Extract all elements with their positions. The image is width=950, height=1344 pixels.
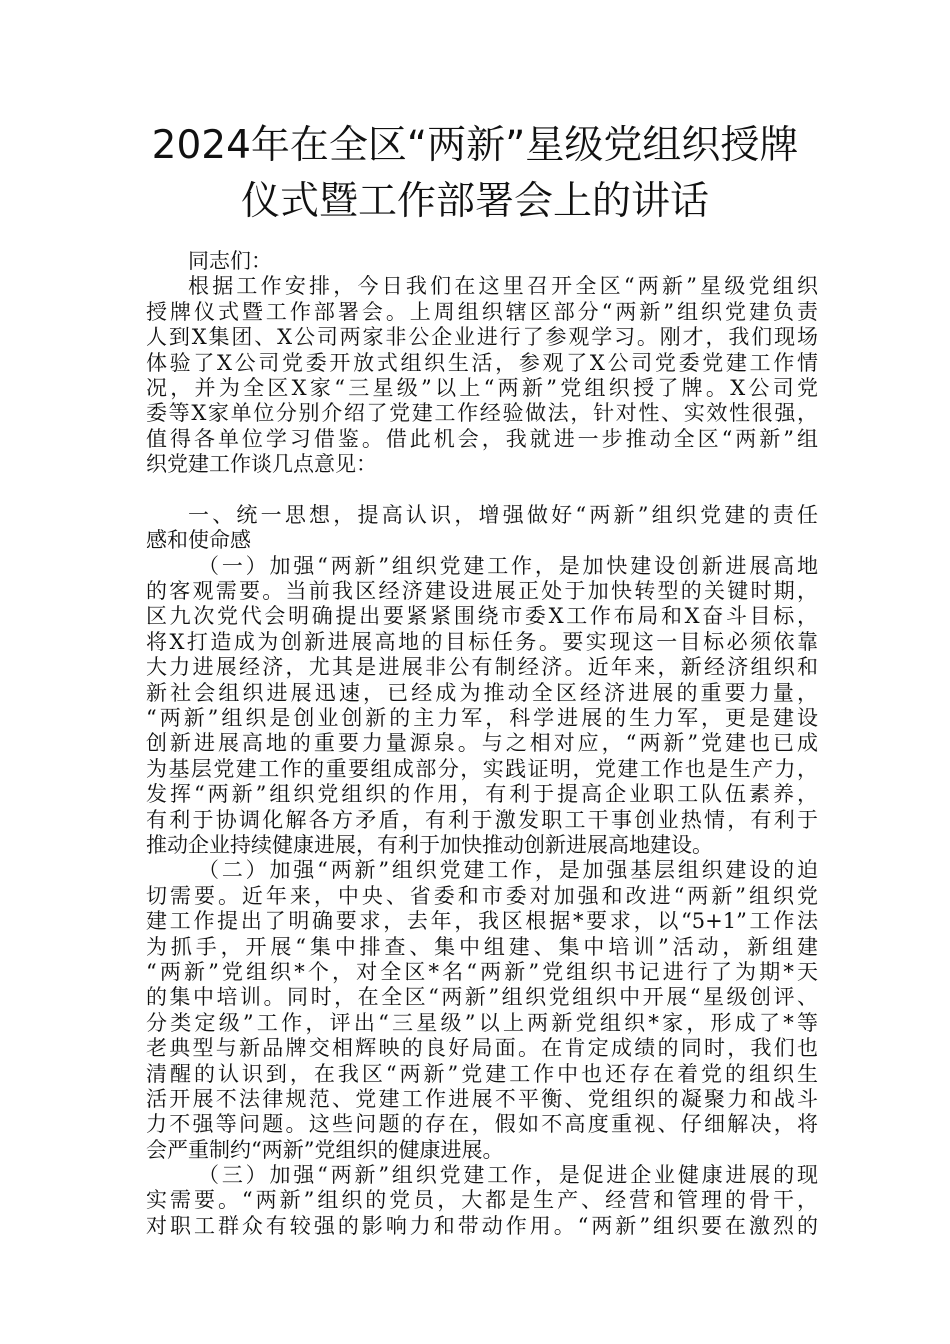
- text-line: 切需要。近年来，中央、省委和市委对加强和改进“两新”组织党: [146, 883, 818, 908]
- document-body: [146, 249, 818, 1239]
- text-line: 建工作提出了明确要求，去年，我区根据*要求，以“5+1”工作法: [146, 909, 818, 934]
- text-line: 一、统一思想，提高认识，增强做好“两新”组织党建的责任: [188, 502, 818, 527]
- text-line: 体验了X公司党委开放式组织生活，参观了X公司党委党建工作情: [146, 350, 818, 375]
- text-line: 实需要。“两新”组织的党员，大都是生产、经营和管理的骨干，: [146, 1188, 818, 1213]
- text-line: 根据工作安排，今日我们在这里召开全区“两新”星级党组织: [188, 274, 818, 299]
- paragraph: [146, 554, 818, 859]
- text-line: （三）加强“两新”组织党建工作，是促进企业健康进展的现: [198, 1163, 818, 1188]
- text-line: 有利于协调化解各方矛盾，有利于激发职工干事创业热情，有利于: [146, 807, 818, 832]
- text-line: 的客观需要。当前我区经济建设进展正处于加快转型的关键时期，: [146, 579, 818, 604]
- text-line: 况，并为全区X家“三星级”以上“两新”党组织授了牌。X公司党: [146, 375, 818, 400]
- text-line: 为基层党建工作的重要组成部分，实践证明，党建工作也是生产力，: [146, 756, 818, 781]
- text-line: “两新”组织是创业创新的主力军，科学进展的生力军，更是建设: [146, 706, 818, 731]
- document-title: [120, 118, 830, 230]
- text-line: 创新进展高地的重要力量源泉。与之相对应，“两新”党建也已成: [146, 731, 818, 756]
- text-line: 授牌仪式暨工作部署会。上周组织辖区部分“两新”组织党建负责: [146, 299, 818, 324]
- text-line: 委等X家单位分别介绍了党建工作经验做法，针对性、实效性很强，: [146, 401, 818, 426]
- text-line: 老典型与新品牌交相辉映的良好局面。在肯定成绩的同时，我们也: [146, 1036, 818, 1061]
- text-line: 区九次党代会明确提出要紧紧围绕市委X工作布局和X奋斗目标，: [146, 604, 818, 629]
- text-line: 力不强等问题。这些问题的存在，假如不高度重视、仔细解决，将: [146, 1112, 818, 1137]
- text-line: 值得各单位学习借鉴。借此机会，我就进一步推动全区“两新”组: [146, 426, 818, 451]
- text-line: 新社会组织进展迅速，已经成为推动全区经济进展的重要力量，: [146, 680, 818, 705]
- text-line: 人到X集团、X公司两家非公企业进行了参观学习。刚才，我们现场: [146, 325, 818, 350]
- paragraph: [146, 274, 818, 477]
- section-heading: [146, 503, 818, 554]
- text-line: 织党建工作谈几点意见：: [146, 452, 377, 477]
- text-line: 为抓手，开展“集中排查、集中组建、集中培训”活动，新组建: [146, 934, 818, 959]
- text-line: 会严重制约“两新”党组织的健康进展。: [146, 1137, 504, 1162]
- text-line: （一）加强“两新”组织党建工作，是加快建设创新进展高地: [198, 553, 818, 578]
- paragraph: [146, 858, 818, 1163]
- text-line: 的集中培训。同时，在全区“两新”组织党组织中开展“星级创评、: [146, 985, 818, 1010]
- spacer: [146, 478, 818, 503]
- salutation: 同志们：: [188, 249, 272, 273]
- text-line: 活开展不法律规范、党建工作进展不平衡、党组织的凝聚力和战斗: [146, 1086, 818, 1111]
- text-line: 清醒的认识到，在我区“两新”党建工作中也还存在着党的组织生: [146, 1061, 818, 1086]
- paragraph: [146, 1163, 818, 1239]
- text-line: 分类定级”工作，评出“三星级”以上两新党组织*家，形成了*等: [146, 1010, 818, 1035]
- title-line: 仪式暨工作部署会上的讲话: [240, 179, 709, 224]
- text-line: 将X打造成为创新进展高地的目标任务。要实现这一目标必须依靠: [146, 629, 818, 654]
- text-line: 感和使命感: [146, 528, 251, 553]
- text-line: 发挥“两新”组织党组织的作用，有利于提高企业职工队伍素养，: [146, 782, 818, 807]
- text-line: 推动企业持续健康进展，有利于加快推动创新进展高地建设。: [146, 832, 713, 857]
- title-line: 2024年在全区“两新”星级党组织授牌: [151, 123, 799, 168]
- text-line: 大力进展经济，尤其是进展非公有制经济。近年来，新经济组织和: [146, 655, 818, 680]
- text-line: “两新”党组织*个，对全区*名“两新”党组织书记进行了为期*天: [146, 959, 818, 984]
- text-line: 对职工群众有较强的影响力和带动作用。“两新”组织要在激烈的: [146, 1213, 818, 1238]
- text-line: （二）加强“两新”组织党建工作，是加强基层组织建设的迫: [198, 858, 818, 883]
